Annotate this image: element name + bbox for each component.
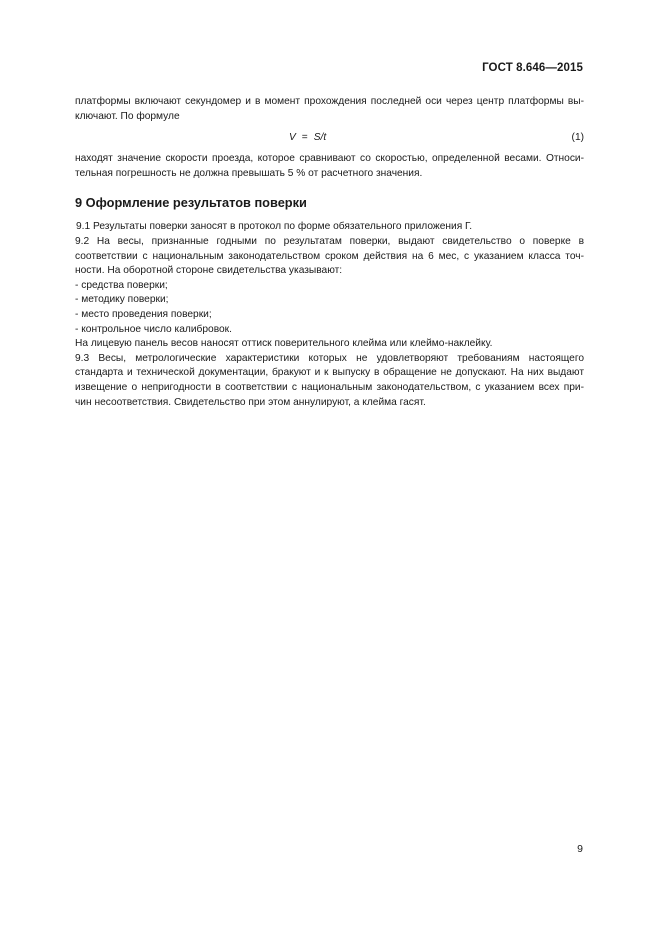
list-item: - методику поверки; xyxy=(75,294,169,306)
section-heading: 9 Оформление результатов поверки xyxy=(75,195,307,211)
paragraph-9-3-line: стандарта и технической документации, бракуют и к выпуску в обращение не допускают. На них выдают xyxy=(75,367,584,379)
paragraph-9-2-line: 9.2 На весы, признанные годными по результатам поверки, выдают свидетельство о поверке в xyxy=(75,235,584,247)
text-line: ключают. По формуле xyxy=(75,110,180,122)
paragraph-9-2-line: соответствии с национальным законодательством сроком действия на 6 мес, с указанием класса точ- xyxy=(75,250,584,262)
document-body xyxy=(75,95,584,410)
text-line: тельная погрешность не должна превышать 5 % от расчетного значения. xyxy=(75,167,423,179)
page-number: 9 xyxy=(577,843,583,855)
formula-expression xyxy=(289,130,326,146)
text-line: находят значение скорости проезда, которое сравнивают со скоростью, определенной весами. Относи- xyxy=(75,153,584,165)
list-item: - место проведения поверки; xyxy=(75,308,212,320)
formula-rhs: S/t xyxy=(313,132,327,144)
formula-number: (1) xyxy=(571,132,584,144)
formula xyxy=(75,130,584,146)
paragraph-9-1: 9.1 Результаты поверки заносят в протокол по форме обязательного приложения Г. xyxy=(76,221,473,233)
paragraph-9-3-line: извещение о непригодности в соответствии с национальным законодательством, с указанием всех при- xyxy=(75,381,584,393)
paragraph-face-panel: На лицевую панель весов наносят оттиск поверительного клейма или клеймо-наклейку. xyxy=(75,338,493,350)
paragraph-9-3-line: 9.3 Весы, метрологические характеристики которых не удовлетворяют требованиям настоящего xyxy=(75,352,584,364)
list-item: - средства поверки; xyxy=(75,279,168,291)
text-line: платформы включают секундомер и в момент прохождения последней оси через центр платформы вы- xyxy=(75,96,584,107)
formula-equals: = xyxy=(301,132,308,144)
list-item: - контрольное число калибровок. xyxy=(75,323,232,335)
paragraph-9-2-line: ности. На оборотной стороне свидетельства указывают: xyxy=(75,265,343,277)
document-code: ГОСТ 8.646—2015 xyxy=(482,62,583,74)
paragraph-9-3-line: чин несоответствия. Свидетельство при этом аннулируют, а клейма гасят. xyxy=(75,396,426,408)
formula-lhs: V xyxy=(289,132,296,144)
